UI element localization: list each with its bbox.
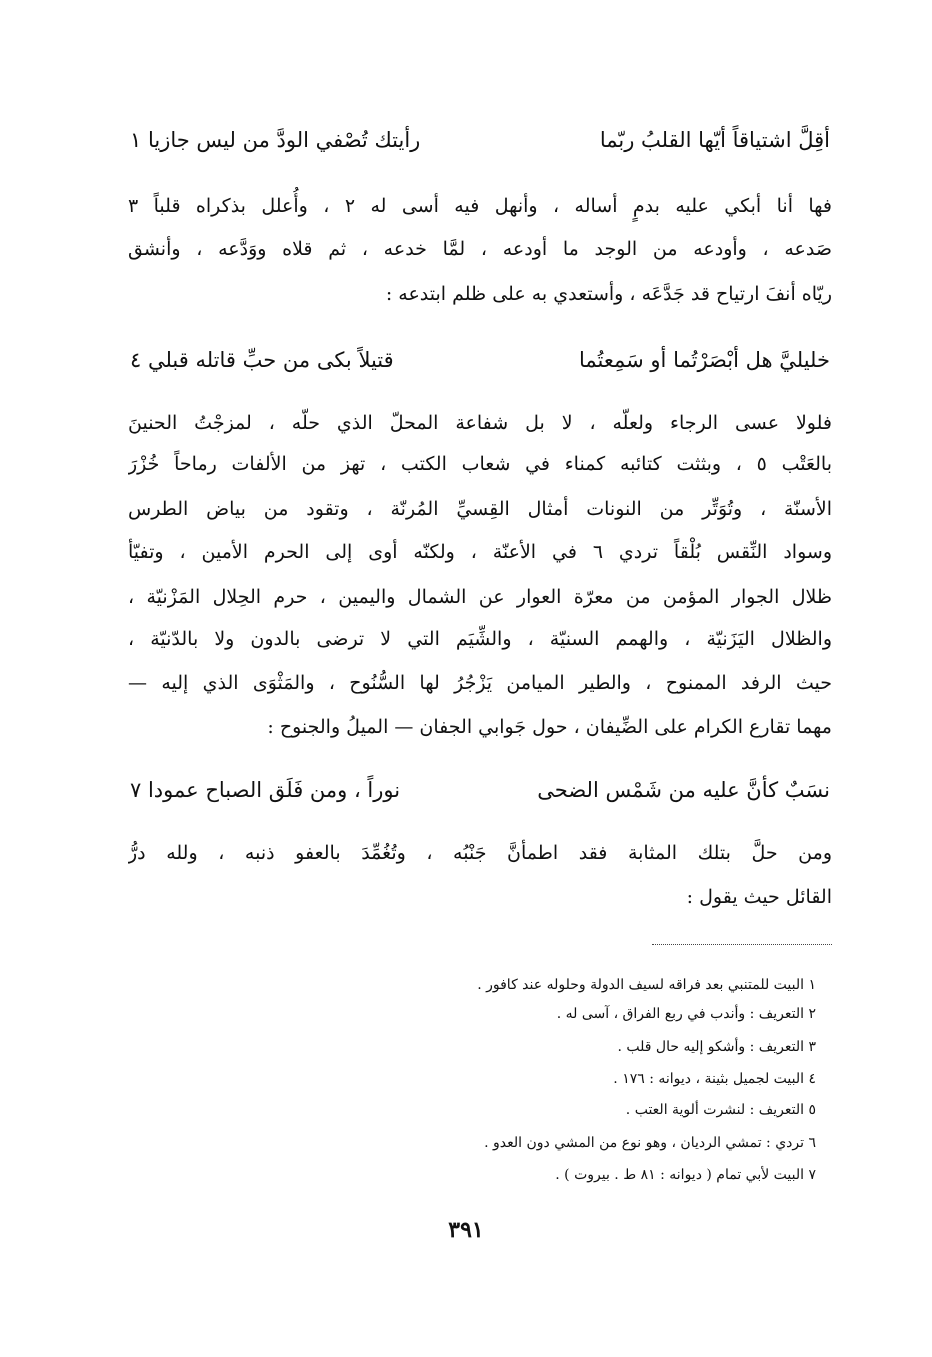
paragraph-2-line-3: الأسنّة ، وتُوَتِّر من النونات أمثال القِسيِّ المُرنّة ، وتقود من بياض الطرس xyxy=(128,498,832,520)
paragraph-1-line-2: صَدعه ، وأودعه من الوجد ما أودعه ، لمَّا خدعه ، ثم قلاه ووَدَّعه ، وأنشق xyxy=(128,238,832,260)
paragraph-2-line-8: مهما تقارع الكرام على الضِّيفان ، حول جَوابي الجفان — الميلُ والجنوح : xyxy=(267,716,832,738)
verse-1-second-hemistich: رأيتك تُصْفي الودَّ من ليس جازيا ١ xyxy=(130,128,421,152)
paragraph-2-line-1: فلولا عسى الرجاء ولعلّه ، لا بل شفاعة المحلّ الذي حلّه ، لمزجْتُ الحنينَ xyxy=(128,412,832,434)
footnote-7: ٧ البيت لأبي تمام ( ديوانه : ٨١ ط . بيروت ) . xyxy=(555,1167,816,1183)
footnote-separator xyxy=(652,944,832,945)
verse-1 xyxy=(130,118,830,162)
footnote-1: ١ البيت للمتنبي بعد فراقه لسيف الدولة وحلوله عند كافور . xyxy=(477,977,816,993)
paragraph-1-line-1: فها أنا أبكي عليه بدمٍ أساله ، وأنهل فيه أسى له ٢ ، وأُعلل بذكراه قلباً ٣ xyxy=(128,195,832,217)
footnote-2: ٢ التعريف : وأندب في ربع الفراق ، آسى له . xyxy=(556,1006,816,1022)
paragraph-3-line-2: القائل حيث يقول : xyxy=(686,886,832,908)
verse-3-second-hemistich: نوراً ، ومن فَلَق الصباح عمودا ٧ xyxy=(130,778,401,802)
paragraph-1-line-3: ريّاه أنفَ ارتياح قد جَدَّعَه ، وأستعدي به على ظلم ابتدعه : xyxy=(385,283,832,305)
footnote-3: ٣ التعريف : وأشكو إليه حال قلب . xyxy=(617,1039,816,1055)
verse-1-first-hemistich: أقِلَّ اشتياقاً أيّها القلبُ ربّما xyxy=(599,128,830,152)
paragraph-2-line-7: حيث الرفد الممنوح ، والطير الميامن يَزْجُرُ لها السُّنُوح ، والمَثْوَى الذي إليه — xyxy=(128,672,832,694)
paragraph-2-line-5: ظلال الجوار المؤمن من معرّة العوار عن الشمال واليمين ، حرم الحِلال المَزْنيّة ، xyxy=(128,586,832,608)
verse-2 xyxy=(130,338,830,382)
verse-3-first-hemistich: نسَبٌ كأنَّ عليه من شَمْس الضحى xyxy=(537,778,830,802)
verse-2-first-hemistich: خليليَّ هل أبْصَرْتُما أو سَمِعتُما xyxy=(579,348,830,372)
footnote-5: ٥ التعريف : لنشرت ألوية العتب . xyxy=(625,1102,816,1118)
verse-2-second-hemistich: قتيلاً بكى من حبِّ قاتله قبلي ٤ xyxy=(130,348,394,372)
footnote-4: ٤ البيت لجميل بثينة ، ديوانه : ١٧٦ . xyxy=(613,1071,816,1087)
footnote-6: ٦ تردي : تمشي الرديان ، وهو نوع من المشي دون العدو . xyxy=(484,1135,816,1151)
paragraph-2-line-2: بالعَتْب ٥ ، وبثثت كتائبه كمناء في شعاب الكتب ، تهز من الألفات رماحاً خُزْرَ xyxy=(128,453,832,475)
verse-3 xyxy=(130,768,830,812)
paragraph-2-line-4: وسواد النِّقس بُلْقاً تردي ٦ في الأعنّة ، ولكنّه أوى إلى الحرم الأمين ، وتفيّأ xyxy=(128,541,832,563)
paragraph-2-line-6: والظلال اليَزَنيّة ، والهمم السنيّة ، والشِّيَم التي لا ترضى بالدون ولا بالدّنيّة ، xyxy=(128,628,832,650)
page-number: ٣٩١ xyxy=(448,1217,484,1243)
paragraph-3-line-1: ومن حلَّ بتلك المثابة فقد اطمأنَّ جَنْبُه ، وتُغُمِّدَ بالعفو ذنبه ، ولله درُّ xyxy=(128,842,832,864)
